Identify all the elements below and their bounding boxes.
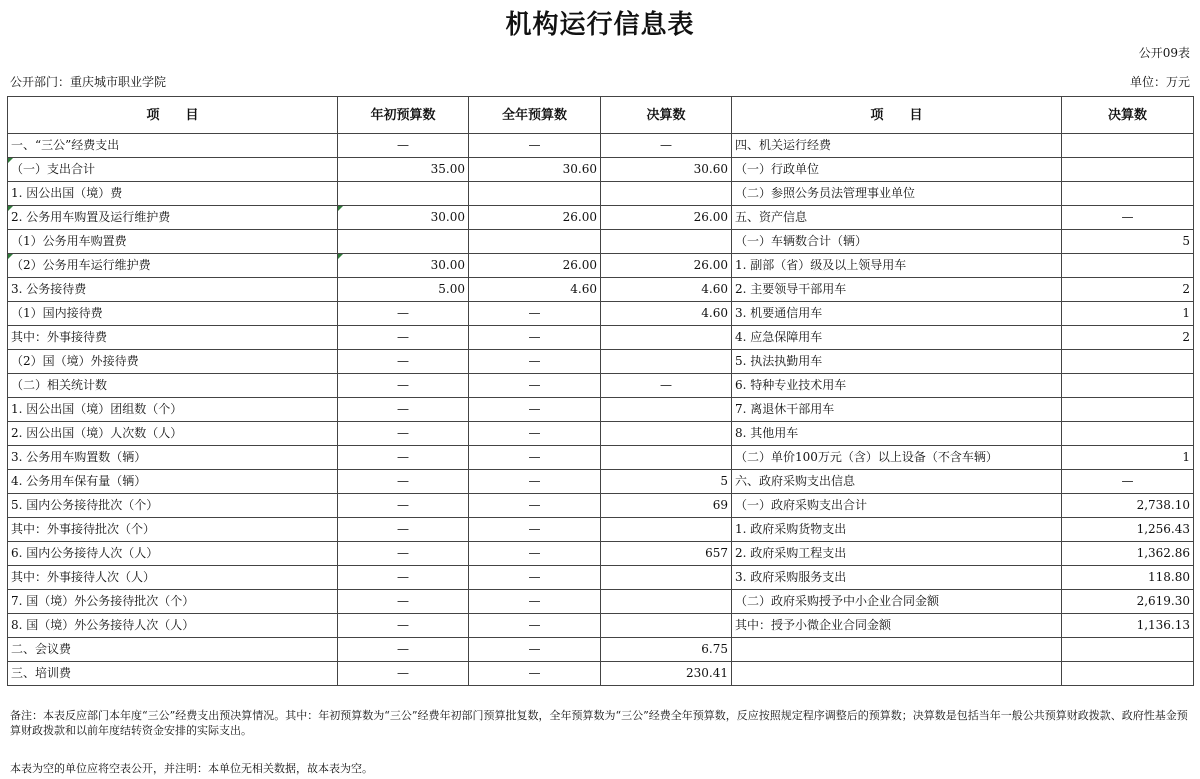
initial-budget-cell: — — [338, 518, 469, 542]
item-right-cell: 其中：授予小微企业合同金额 — [732, 614, 1062, 638]
final-account-cell — [601, 326, 732, 350]
table-header-row — [8, 97, 1194, 134]
final-account-cell — [601, 230, 732, 254]
final-account-right-cell — [1062, 638, 1194, 662]
initial-budget-cell: — — [338, 350, 469, 374]
table-row — [8, 422, 1194, 446]
full-year-budget-cell: — — [469, 590, 601, 614]
item-cell: 4. 公务用车保有量（辆） — [8, 470, 338, 494]
final-account-right-cell: — — [1062, 470, 1194, 494]
initial-budget-cell: — — [338, 494, 469, 518]
final-account-cell — [601, 566, 732, 590]
final-account-cell: 6.75 — [601, 638, 732, 662]
item-right-cell: （一）行政单位 — [732, 158, 1062, 182]
item-right-cell: 8. 其他用车 — [732, 422, 1062, 446]
form-number: 公开09表 — [1138, 46, 1190, 60]
final-account-cell: 69 — [601, 494, 732, 518]
item-right-cell: 7. 离退休干部用车 — [732, 398, 1062, 422]
initial-budget-cell: 35.00 — [338, 158, 469, 182]
final-account-right-cell — [1062, 374, 1194, 398]
item-right-cell — [732, 638, 1062, 662]
item-right-cell: 四、机关运行经费 — [732, 134, 1062, 158]
final-account-cell — [601, 446, 732, 470]
final-account-cell — [601, 182, 732, 206]
final-account-right-cell — [1062, 662, 1194, 686]
final-account-cell: 26.00 — [601, 206, 732, 230]
item-right-cell: 5. 执法执勤用车 — [732, 350, 1062, 374]
table-row — [8, 254, 1194, 278]
full-year-budget-cell: — — [469, 326, 601, 350]
final-account-right-cell: 1,136.13 — [1062, 614, 1194, 638]
full-year-budget-cell: 4.60 — [469, 278, 601, 302]
item-cell: 二、会议费 — [8, 638, 338, 662]
item-cell: 3. 公务用车购置数（辆） — [8, 446, 338, 470]
final-account-right-cell — [1062, 350, 1194, 374]
final-account-right-cell — [1062, 158, 1194, 182]
table-row — [8, 494, 1194, 518]
header-item-right: 项 目 — [732, 97, 1062, 134]
full-year-budget-cell: — — [469, 638, 601, 662]
table-row — [8, 278, 1194, 302]
final-account-cell: 5 — [601, 470, 732, 494]
item-cell: 3. 公务接待费 — [8, 278, 338, 302]
final-account-right-cell — [1062, 398, 1194, 422]
initial-budget-cell: 30.00 — [338, 254, 469, 278]
full-year-budget-cell: — — [469, 494, 601, 518]
final-account-cell: 26.00 — [601, 254, 732, 278]
full-year-budget-cell — [469, 182, 601, 206]
final-account-cell: 657 — [601, 542, 732, 566]
item-right-cell: 2. 政府采购工程支出 — [732, 542, 1062, 566]
final-account-right-cell: 1,362.86 — [1062, 542, 1194, 566]
initial-budget-cell: — — [338, 302, 469, 326]
full-year-budget-cell: — — [469, 374, 601, 398]
final-account-cell: — — [601, 134, 732, 158]
item-cell: （1）公务用车购置费 — [8, 230, 338, 254]
header-full-year-budget: 全年预算数 — [469, 97, 601, 134]
item-right-cell: 1. 政府采购货物支出 — [732, 518, 1062, 542]
page-title: 机构运行信息表 — [505, 10, 695, 40]
header-item: 项 目 — [8, 97, 338, 134]
initial-budget-cell: — — [338, 638, 469, 662]
final-account-cell — [601, 398, 732, 422]
initial-budget-cell: 5.00 — [338, 278, 469, 302]
final-account-right-cell: 1,256.43 — [1062, 518, 1194, 542]
full-year-budget-cell: — — [469, 614, 601, 638]
final-account-cell — [601, 350, 732, 374]
item-cell: （2）国（境）外接待费 — [8, 350, 338, 374]
item-cell: 1. 因公出国（境）费 — [8, 182, 338, 206]
initial-budget-cell: — — [338, 542, 469, 566]
table-row — [8, 566, 1194, 590]
table-row — [8, 374, 1194, 398]
full-year-budget-cell: — — [469, 422, 601, 446]
table-row — [8, 446, 1194, 470]
item-cell: （1）国内接待费 — [8, 302, 338, 326]
full-year-budget-cell: 26.00 — [469, 206, 601, 230]
final-account-cell — [601, 590, 732, 614]
initial-budget-cell: — — [338, 374, 469, 398]
item-cell: 7. 国（境）外公务接待批次（个） — [8, 590, 338, 614]
initial-budget-cell: — — [338, 470, 469, 494]
final-account-right-cell: 2 — [1062, 326, 1194, 350]
final-account-cell — [601, 614, 732, 638]
full-year-budget-cell: 30.60 — [469, 158, 601, 182]
item-right-cell: 五、资产信息 — [732, 206, 1062, 230]
table-row — [8, 326, 1194, 350]
final-account-right-cell: 2,738.10 — [1062, 494, 1194, 518]
item-cell: 1. 因公出国（境）团组数（个） — [8, 398, 338, 422]
item-cell: 其中：外事接待费 — [8, 326, 338, 350]
item-cell: 三、培训费 — [8, 662, 338, 686]
initial-budget-cell: — — [338, 614, 469, 638]
item-right-cell: （二）政府采购授予中小企业合同金额 — [732, 590, 1062, 614]
item-right-cell: 1. 副部（省）级及以上领导用车 — [732, 254, 1062, 278]
info-table — [7, 96, 1194, 686]
item-cell: 其中：外事接待批次（个） — [8, 518, 338, 542]
item-right-cell: （二）参照公务员法管理事业单位 — [732, 182, 1062, 206]
item-cell: 8. 国（境）外公务接待人次（人） — [8, 614, 338, 638]
item-cell: （一）支出合计 — [8, 158, 338, 182]
final-account-right-cell: 1 — [1062, 446, 1194, 470]
item-right-cell: （一）车辆数合计（辆） — [732, 230, 1062, 254]
initial-budget-cell: — — [338, 566, 469, 590]
initial-budget-cell: — — [338, 326, 469, 350]
full-year-budget-cell: — — [469, 134, 601, 158]
item-right-cell: 6. 特种专业技术用车 — [732, 374, 1062, 398]
initial-budget-cell: — — [338, 398, 469, 422]
final-account-right-cell — [1062, 134, 1194, 158]
item-cell: 其中：外事接待人次（人） — [8, 566, 338, 590]
full-year-budget-cell: — — [469, 662, 601, 686]
full-year-budget-cell: — — [469, 302, 601, 326]
full-year-budget-cell: — — [469, 398, 601, 422]
initial-budget-cell: — — [338, 446, 469, 470]
item-right-cell — [732, 662, 1062, 686]
item-cell: 5. 国内公务接待批次（个） — [8, 494, 338, 518]
item-cell: 2. 因公出国（境）人次数（人） — [8, 422, 338, 446]
table-row — [8, 350, 1194, 374]
table-row — [8, 206, 1194, 230]
table-row — [8, 662, 1194, 686]
final-account-right-cell: — — [1062, 206, 1194, 230]
table-row — [8, 638, 1194, 662]
final-account-cell — [601, 422, 732, 446]
table-row — [8, 230, 1194, 254]
item-right-cell: 2. 主要领导干部用车 — [732, 278, 1062, 302]
table-row — [8, 158, 1194, 182]
table-row — [8, 398, 1194, 422]
full-year-budget-cell: — — [469, 350, 601, 374]
full-year-budget-cell: — — [469, 518, 601, 542]
full-year-budget-cell: — — [469, 446, 601, 470]
footnote-remarks: 备注：本表反应部门本年度“三公”经费支出预决算情况。其中：年初预算数为“三公”经费年初部门预算批复数，全年预算数为“三公”经费全年预算数，反应按照规定程序调整后的预算数；决算数是包括当年一般公共预算财政拨款、政府性基金预算财政拨款和以前年度结转资金安排的实际支出。 — [10, 709, 1188, 737]
final-account-right-cell: 5 — [1062, 230, 1194, 254]
final-account-cell: 230.41 — [601, 662, 732, 686]
table-row — [8, 542, 1194, 566]
final-account-right-cell: 2,619.30 — [1062, 590, 1194, 614]
final-account-right-cell — [1062, 182, 1194, 206]
item-right-cell: （一）政府采购支出合计 — [732, 494, 1062, 518]
final-account-right-cell — [1062, 254, 1194, 278]
final-account-right-cell: 1 — [1062, 302, 1194, 326]
full-year-budget-cell: — — [469, 542, 601, 566]
initial-budget-cell: — — [338, 422, 469, 446]
initial-budget-cell: 30.00 — [338, 206, 469, 230]
table-row — [8, 614, 1194, 638]
final-account-cell: — — [601, 374, 732, 398]
initial-budget-cell — [338, 230, 469, 254]
item-right-cell: 4. 应急保障用车 — [732, 326, 1062, 350]
item-right-cell: 六、政府采购支出信息 — [732, 470, 1062, 494]
full-year-budget-cell: — — [469, 566, 601, 590]
item-cell: （二）相关统计数 — [8, 374, 338, 398]
final-account-cell — [601, 518, 732, 542]
item-cell: 6. 国内公务接待人次（人） — [8, 542, 338, 566]
final-account-right-cell — [1062, 422, 1194, 446]
header-final-account-right: 决算数 — [1062, 97, 1194, 134]
unit-label: 单位：万元 — [1129, 75, 1190, 89]
header-final-account: 决算数 — [601, 97, 732, 134]
department-label: 公开部门：重庆城市职业学院 — [10, 75, 167, 89]
table-row — [8, 518, 1194, 542]
final-account-cell: 4.60 — [601, 278, 732, 302]
final-account-right-cell: 2 — [1062, 278, 1194, 302]
item-cell: 一、“三公”经费支出 — [8, 134, 338, 158]
full-year-budget-cell: — — [469, 470, 601, 494]
item-right-cell: 3. 政府采购服务支出 — [732, 566, 1062, 590]
item-right-cell: 3. 机要通信用车 — [732, 302, 1062, 326]
initial-budget-cell: — — [338, 662, 469, 686]
item-cell: 2. 公务用车购置及运行维护费 — [8, 206, 338, 230]
initial-budget-cell: — — [338, 590, 469, 614]
table-row — [8, 302, 1194, 326]
header-initial-budget: 年初预算数 — [338, 97, 469, 134]
item-right-cell: （二）单价100万元（含）以上设备（不含车辆） — [732, 446, 1062, 470]
final-account-right-cell: 118.80 — [1062, 566, 1194, 590]
final-account-cell: 30.60 — [601, 158, 732, 182]
item-cell: （2）公务用车运行维护费 — [8, 254, 338, 278]
table-row — [8, 182, 1194, 206]
initial-budget-cell — [338, 182, 469, 206]
full-year-budget-cell: 26.00 — [469, 254, 601, 278]
full-year-budget-cell — [469, 230, 601, 254]
table-row — [8, 134, 1194, 158]
footnote-empty-table: 本表为空的单位应将空表公开，并注明：本单位无相关数据，故本表为空。 — [10, 762, 373, 775]
initial-budget-cell: — — [338, 134, 469, 158]
final-account-cell: 4.60 — [601, 302, 732, 326]
table-row — [8, 590, 1194, 614]
table-row — [8, 470, 1194, 494]
